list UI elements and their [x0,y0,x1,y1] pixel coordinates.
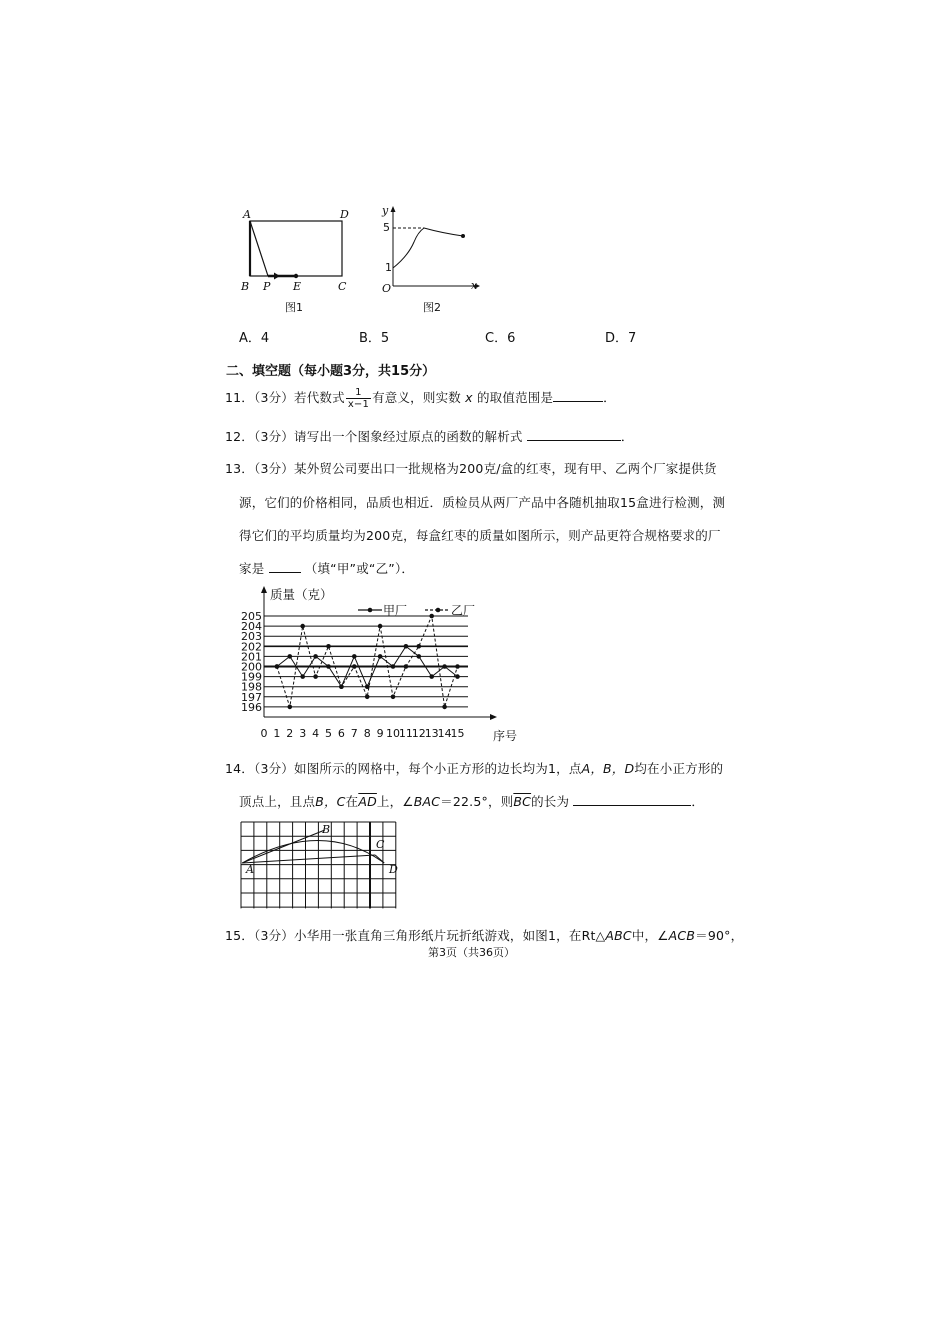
q14-line2-a: 顶点上，且点 [239,794,316,809]
segment-ac [242,855,375,863]
y-tick-label-203: 203 [241,630,262,644]
option-d[interactable]: D．7 [605,331,637,346]
series-1-point-3 [300,624,305,629]
series-line-1 [277,616,458,707]
q12-end: ． [620,429,634,444]
q14-line-1 [225,759,723,777]
q12-text: 12．（3分）请写出一个图象经过原点的函数的解析式 [225,429,523,444]
fig2-caption: 图2 [423,301,441,314]
x-tick-label-12: 12 [411,727,426,740]
q13-line-3: 得它们的平均质量均为200克，每盒红枣的质量如图所示，则产品更符合规格要求的厂 [239,528,721,543]
q14-line2-c: 上，∠ [376,794,414,809]
series-0-point-15 [455,674,460,679]
q14-arc-bc: $\overline{BC}$ [513,794,532,809]
q13-line4-suffix: （填“甲”或“乙”）． [304,561,415,576]
grid-label-a: A [246,863,254,876]
fig1-label-c: C [338,280,347,293]
q13-line4-prefix: 家是 [239,561,265,576]
series-0-point-5 [326,664,331,669]
function-curve [393,228,463,268]
rectangle-abcd [250,221,342,276]
option-c[interactable]: C．6 [485,331,516,346]
y-axis-label: 质量（克） [270,587,333,602]
series-0-point-7 [352,654,357,659]
fig1-label-p: P [263,280,271,293]
x-tick-label-8: 8 [363,727,371,740]
arc-ad [242,841,384,864]
series-1-point-1 [275,664,280,669]
q15-text-b: 中，∠ [631,928,669,943]
question-15 [225,926,743,944]
figure-1-rectangle [236,204,356,314]
q14-arc-ad: $\overline{AD}$ [358,794,377,809]
q15-angle: ACB [668,928,696,943]
grid-label-b: B [322,823,331,836]
y-axis-arrow [261,586,267,593]
series-0-point-12 [417,654,422,659]
question-11 [225,387,616,410]
x-tick-label-9: 9 [376,727,384,740]
series-1-point-9 [378,624,383,629]
q14-points-2: B，C [315,794,346,809]
q14-line2-e: 的长为 [531,794,570,809]
arrow-marker [274,273,280,280]
fig2-label-y: y [382,204,389,217]
fig1-label-a: A [243,208,251,221]
y-tick-label-202: 202 [241,640,262,654]
series-0-point-9 [378,654,383,659]
series-0-point-10 [391,664,396,669]
series-1-point-2 [288,705,293,710]
section-title: 二、填空题（每小题3分，共15分） [226,364,436,379]
grid-label-d: D [389,863,398,876]
x-tick-label-11: 11 [398,727,413,740]
point-e [294,274,298,278]
x-tick-label-7: 7 [350,727,358,740]
fig1-label-d: D [340,208,349,221]
figure-2-graph [380,204,480,296]
series-0-point-4 [313,654,318,659]
q13-line-4 [239,559,414,577]
series-1-point-13 [429,614,434,619]
fig1-label-e: E [293,280,302,293]
q13-line-1: 13．（3分）某外贸公司要出口一批规格为200克/盒的红枣，现有甲、乙两个厂家提供货 [225,461,717,476]
q11-frac-den: x−1 [347,399,370,410]
series-1-point-15 [455,664,460,669]
x-tick-label-15: 15 [450,727,465,740]
page-footer: 第3页（共36页） [428,946,515,959]
x-tick-label-14: 14 [437,727,452,740]
q11-end: ． [603,390,616,405]
y-tick-label-198: 198 [241,680,262,694]
segment-ap [250,221,268,276]
series-1-point-10 [391,695,396,700]
q14-end: ． [691,794,705,809]
x-tick-label-2: 2 [286,727,294,740]
y-axis-arrow [391,206,396,212]
q14-points: A，B，D [581,761,635,776]
question-12 [225,427,634,445]
fig1-label-b: B [241,280,250,293]
q14-line1-b: 均在小正方形的 [634,761,724,776]
y-tick-label-205: 205 [241,610,262,623]
y-tick-label-196: 196 [241,700,262,714]
series-0-point-14 [442,664,447,669]
x-axis-arrow [490,714,497,720]
y-tick-label-199: 199 [241,670,262,684]
q15-text-a: 15．（3分）小华用一张直角三角形纸片玩折纸游戏，如图1，在Rt△ [225,928,606,943]
q14-line2-d: ＝22.5°，则 [440,794,514,809]
q11-answer-blank[interactable] [553,389,603,402]
fig2-label-x: x [471,279,478,292]
q15-triangle: ABC [605,928,632,943]
x-tick-label-0: 0 [260,727,268,740]
fig2-label-5: 5 [383,221,390,234]
q14-answer-blank[interactable] [573,793,691,806]
legend-marker-yi [436,608,441,613]
x-axis-label: 序号 [493,729,518,743]
series-1-point-12 [417,644,422,649]
legend-marker-jia [368,608,373,613]
q14-angle: BAC [413,794,441,809]
x-tick-label-10: 10 [386,727,400,740]
q11-mid: 有意义，则实数 [372,390,461,405]
series-0-point-11 [404,644,409,649]
q11-frac-num: 1 [346,387,371,399]
y-tick-label-201: 201 [241,650,262,664]
quality-chart [232,584,532,746]
q12-answer-blank[interactable] [527,428,621,441]
series-1-point-7 [352,664,357,669]
series-1-point-11 [404,664,409,669]
q15-text-c: ＝90°， [695,928,744,943]
legend-label-jia: 甲厂 [383,603,408,618]
fig1-caption: 图1 [285,301,303,314]
y-tick-label-200: 200 [241,660,262,674]
y-tick-label-197: 197 [241,690,262,704]
fig2-label-o: O [382,282,392,295]
series-1-point-14 [442,705,447,710]
option-a[interactable]: A．4 [239,331,270,346]
x-tick-label-6: 6 [337,727,345,740]
fig2-label-1: 1 [385,261,392,274]
q11-suffix: 的取值范围是 [476,390,554,405]
series-1-point-6 [339,684,344,689]
q14-line2-b: 在 [345,794,359,809]
y-tick-label-204: 204 [241,620,262,634]
legend-label-yi: 乙厂 [451,603,476,618]
x-tick-label-5: 5 [325,727,332,740]
series-0-point-2 [288,654,293,659]
x-tick-label-13: 13 [424,727,439,740]
x-tick-label-1: 1 [273,727,281,740]
series-0-point-3 [300,674,305,679]
grid-label-c: C [376,838,385,851]
q11-var: x [465,390,473,405]
option-b[interactable]: B．5 [359,331,390,346]
x-tick-label-4: 4 [312,727,320,740]
x-tick-label-3: 3 [299,727,307,740]
series-1-point-4 [313,674,318,679]
series-0-point-13 [429,674,434,679]
q14-line1-a: 14．（3分）如图所示的网格中，每个小正方形的边长均为1，点 [225,761,582,776]
segment-ab [242,830,325,863]
q13-line-2: 源，它们的价格相同，品质也相近．质检员从两厂产品中各随机抽取15盒进行检测，测 [239,495,726,510]
q13-answer-blank[interactable] [269,560,301,573]
q11-prefix: 11．（3分）若代数式 [225,390,345,405]
series-1-point-5 [326,644,331,649]
curve-end-point [461,234,465,238]
q11-fraction [346,387,371,410]
series-1-point-8 [365,695,370,700]
q14-line-2 [239,792,704,810]
